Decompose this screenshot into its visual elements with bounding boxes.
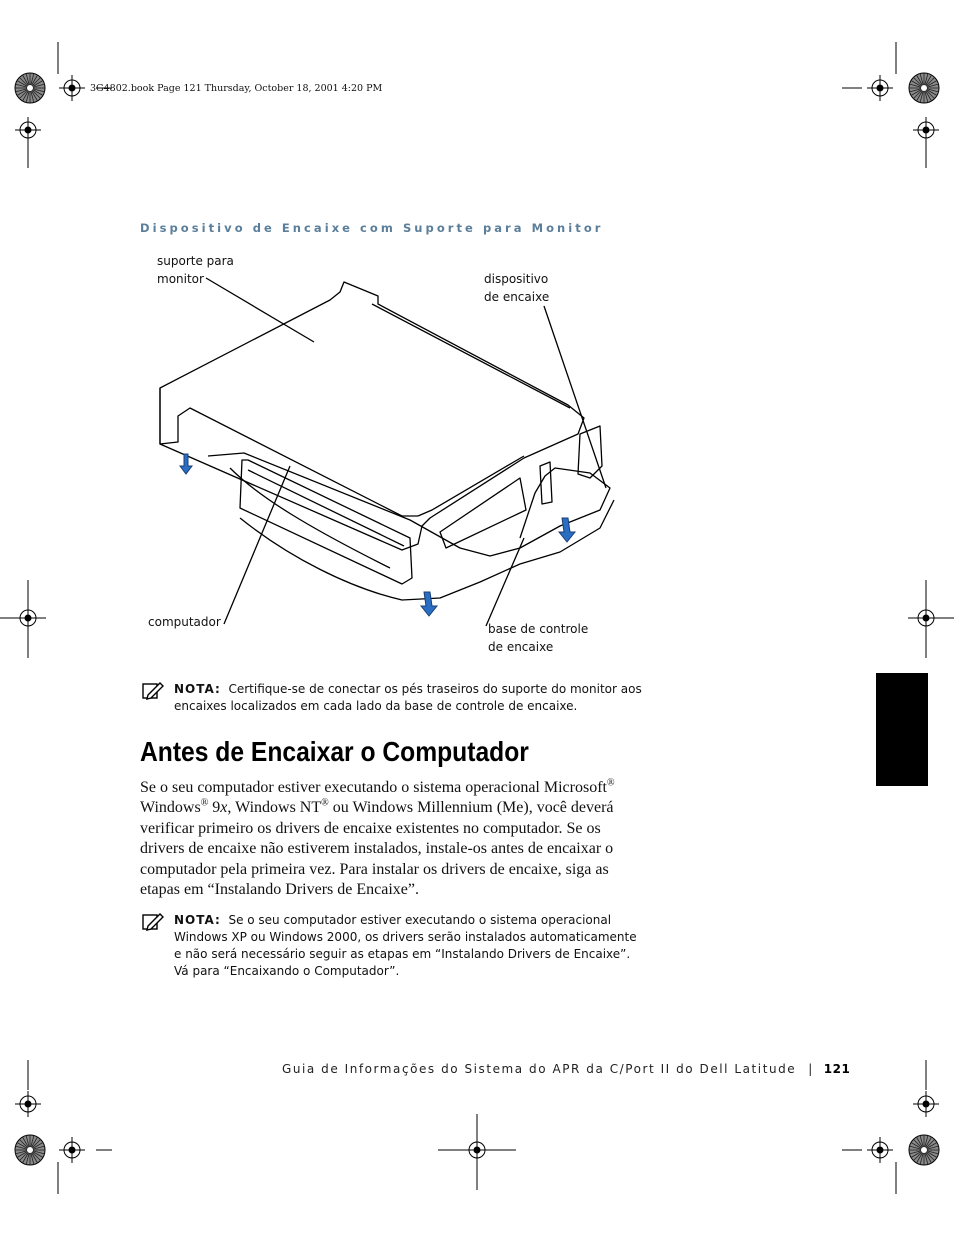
stand-side — [160, 388, 418, 516]
rosette-mark — [15, 73, 45, 103]
note-label: NOTA: — [174, 913, 221, 927]
note-label: NOTA: — [174, 682, 221, 696]
note-line: Windows XP ou Windows 2000, os drivers serão instalados automaticamente — [174, 930, 637, 944]
registration-crosshair — [867, 75, 893, 101]
registration-crosshair — [913, 117, 939, 143]
registration-crosshair — [15, 605, 41, 631]
docking-illustration — [140, 248, 640, 668]
registration-crosshair — [15, 117, 41, 143]
callout-line-computer — [224, 466, 290, 624]
rosette-mark — [909, 1135, 939, 1165]
registration-crosshair — [15, 1091, 41, 1117]
registration-crosshair — [59, 1137, 85, 1163]
page-number: 121 — [823, 1062, 851, 1076]
arrow-down-center — [421, 592, 437, 616]
callout-monitor-stand: suporte para monitor — [157, 254, 234, 286]
note-line: e não será necessário seguir as etapas em “Instalando Drivers de Encaixe”. — [174, 947, 631, 961]
callout-docking-base: base de controle de encaixe — [488, 622, 589, 654]
body-paragraph: Se o seu computador estiver executando o sistema operacional Microsoft® Windows® 9x, Windows NT® ou Windows Millennium (Me), você deverá verificar primeiro os drivers de encaixe existentes no computador. Se os drivers de encaixe não estiverem instalados, instale-os antes de encaixar o computador pela primeira vez. Para instalar os drivers de encaixe, siga as etapas em “Instalando Drivers de Encaixe”. — [140, 777, 615, 899]
note-line: Vá para “Encaixando o Computador”. — [174, 964, 400, 978]
stand-top — [160, 282, 584, 550]
book-info: 3G4802.book Page 121 Thursday, October 18, 2001 4:20 PM — [90, 83, 383, 94]
registration-crosshair — [867, 1137, 893, 1163]
registration-crosshair — [913, 1091, 939, 1117]
page-heading: Antes de Encaixar o Computador — [140, 736, 529, 767]
note-line: encaixes localizados em cada lado da base de controle de encaixe. — [174, 699, 578, 713]
chapter-thumb-tab — [876, 673, 928, 786]
registration-crosshair — [464, 1137, 490, 1163]
footer-title: Guia de Informações do Sistema do APR da C/Port II do Dell Latitude — [282, 1062, 797, 1076]
note-line: Certifique-se de conectar os pés traseiros do suporte do monitor aos — [228, 682, 642, 696]
stand-highlight — [372, 304, 570, 408]
callout-line-base — [486, 538, 524, 626]
registration-crosshair — [59, 75, 85, 101]
stand-leg-right — [540, 462, 552, 504]
registration-crosshair — [913, 605, 939, 631]
rosette-mark — [15, 1135, 45, 1165]
stand-foot-right — [578, 426, 602, 478]
callout-computer: computador — [148, 615, 221, 629]
note-pencil-icon — [142, 682, 164, 700]
footer-separator: | — [808, 1062, 814, 1076]
section-title: Dispositivo de Encaixe com Suporte para Monitor — [140, 221, 604, 235]
docking-figure — [140, 248, 640, 668]
note-line: Se o seu computador estiver executando o sistema operacional — [228, 913, 612, 927]
computer-right — [440, 478, 526, 548]
note-pencil-icon — [142, 913, 164, 931]
page-footer — [282, 1062, 850, 1076]
rosette-mark — [909, 73, 939, 103]
callout-docking-device: dispositivo de encaixe — [484, 272, 550, 304]
